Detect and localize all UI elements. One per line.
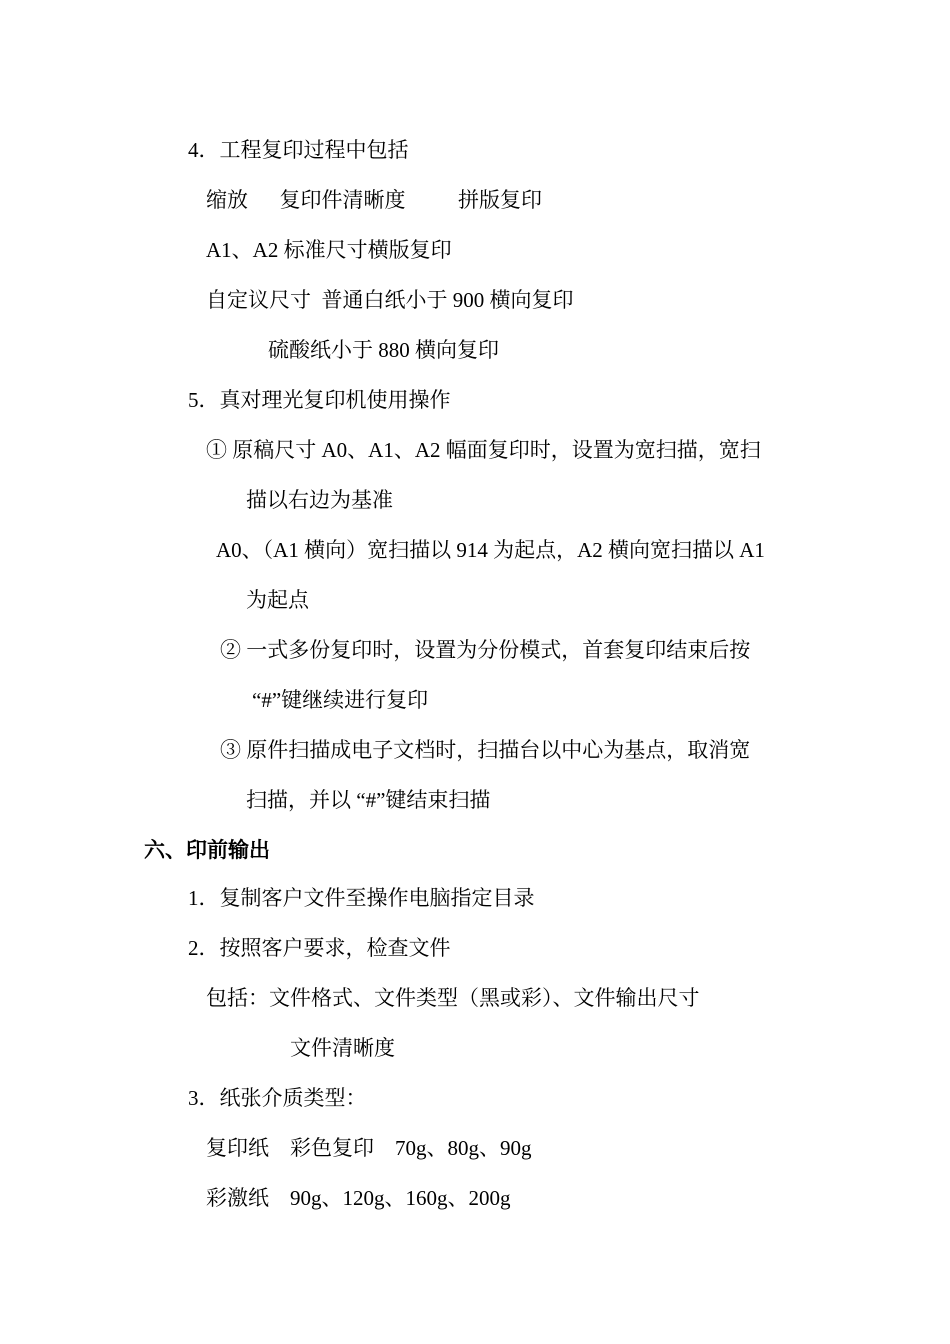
item-4-row-2: A1、A2 标准尺寸横版复印	[206, 238, 452, 262]
section-6-item-2: 2．按照客户要求，检查文件	[188, 936, 451, 960]
item-5-step-2-line-2: “#”键继续进行复印	[252, 688, 429, 712]
item-4-row-4: 硫酸纸小于 880 横向复印	[268, 338, 499, 362]
item-5-step-1-line-1: ① 原稿尺寸 A0、A1、A2 幅面复印时，设置为宽扫描，宽扫	[206, 438, 761, 462]
item-5-title: 5．真对理光复印机使用操作	[188, 388, 451, 412]
item-4-title: 4．工程复印过程中包括	[188, 138, 409, 162]
section-6-item-2-detail-2: 文件清晰度	[290, 1036, 395, 1060]
item-5-step-2-line-1: ② 一式多份复印时，设置为分份模式，首套复印结束后按	[220, 638, 751, 662]
paper-type-color-laser: 彩激纸 90g、120g、160g、200g	[206, 1186, 511, 1210]
item-4-row-1: 缩放 复印件清晰度 拼版复印	[206, 188, 542, 212]
paper-type-copy: 复印纸 彩色复印 70g、80g、90g	[206, 1136, 532, 1160]
section-6-item-3: 3．纸张介质类型：	[188, 1086, 367, 1110]
item-5-step-1-line-2: 描以右边为基准	[246, 488, 393, 512]
item-5-step-3-line-2: 扫描，并以 “#”键结束扫描	[246, 788, 491, 812]
item-5-step-1-note-line-2: 为起点	[246, 588, 309, 612]
section-6-item-1: 1．复制客户文件至操作电脑指定目录	[188, 886, 535, 910]
item-4-row-3: 自定议尺寸 普通白纸小于 900 横向复印	[206, 288, 574, 312]
item-5-step-3-line-1: ③ 原件扫描成电子文档时，扫描台以中心为基点，取消宽	[220, 738, 751, 762]
item-5-step-1-note-line-1: A0、（A1 横向）宽扫描以 914 为起点，A2 横向宽扫描以 A1	[216, 538, 765, 562]
section-6-heading: 六、印前输出	[144, 838, 270, 862]
section-6-item-2-detail-1: 包括：文件格式、文件类型（黑或彩）、文件输出尺寸	[206, 986, 700, 1010]
